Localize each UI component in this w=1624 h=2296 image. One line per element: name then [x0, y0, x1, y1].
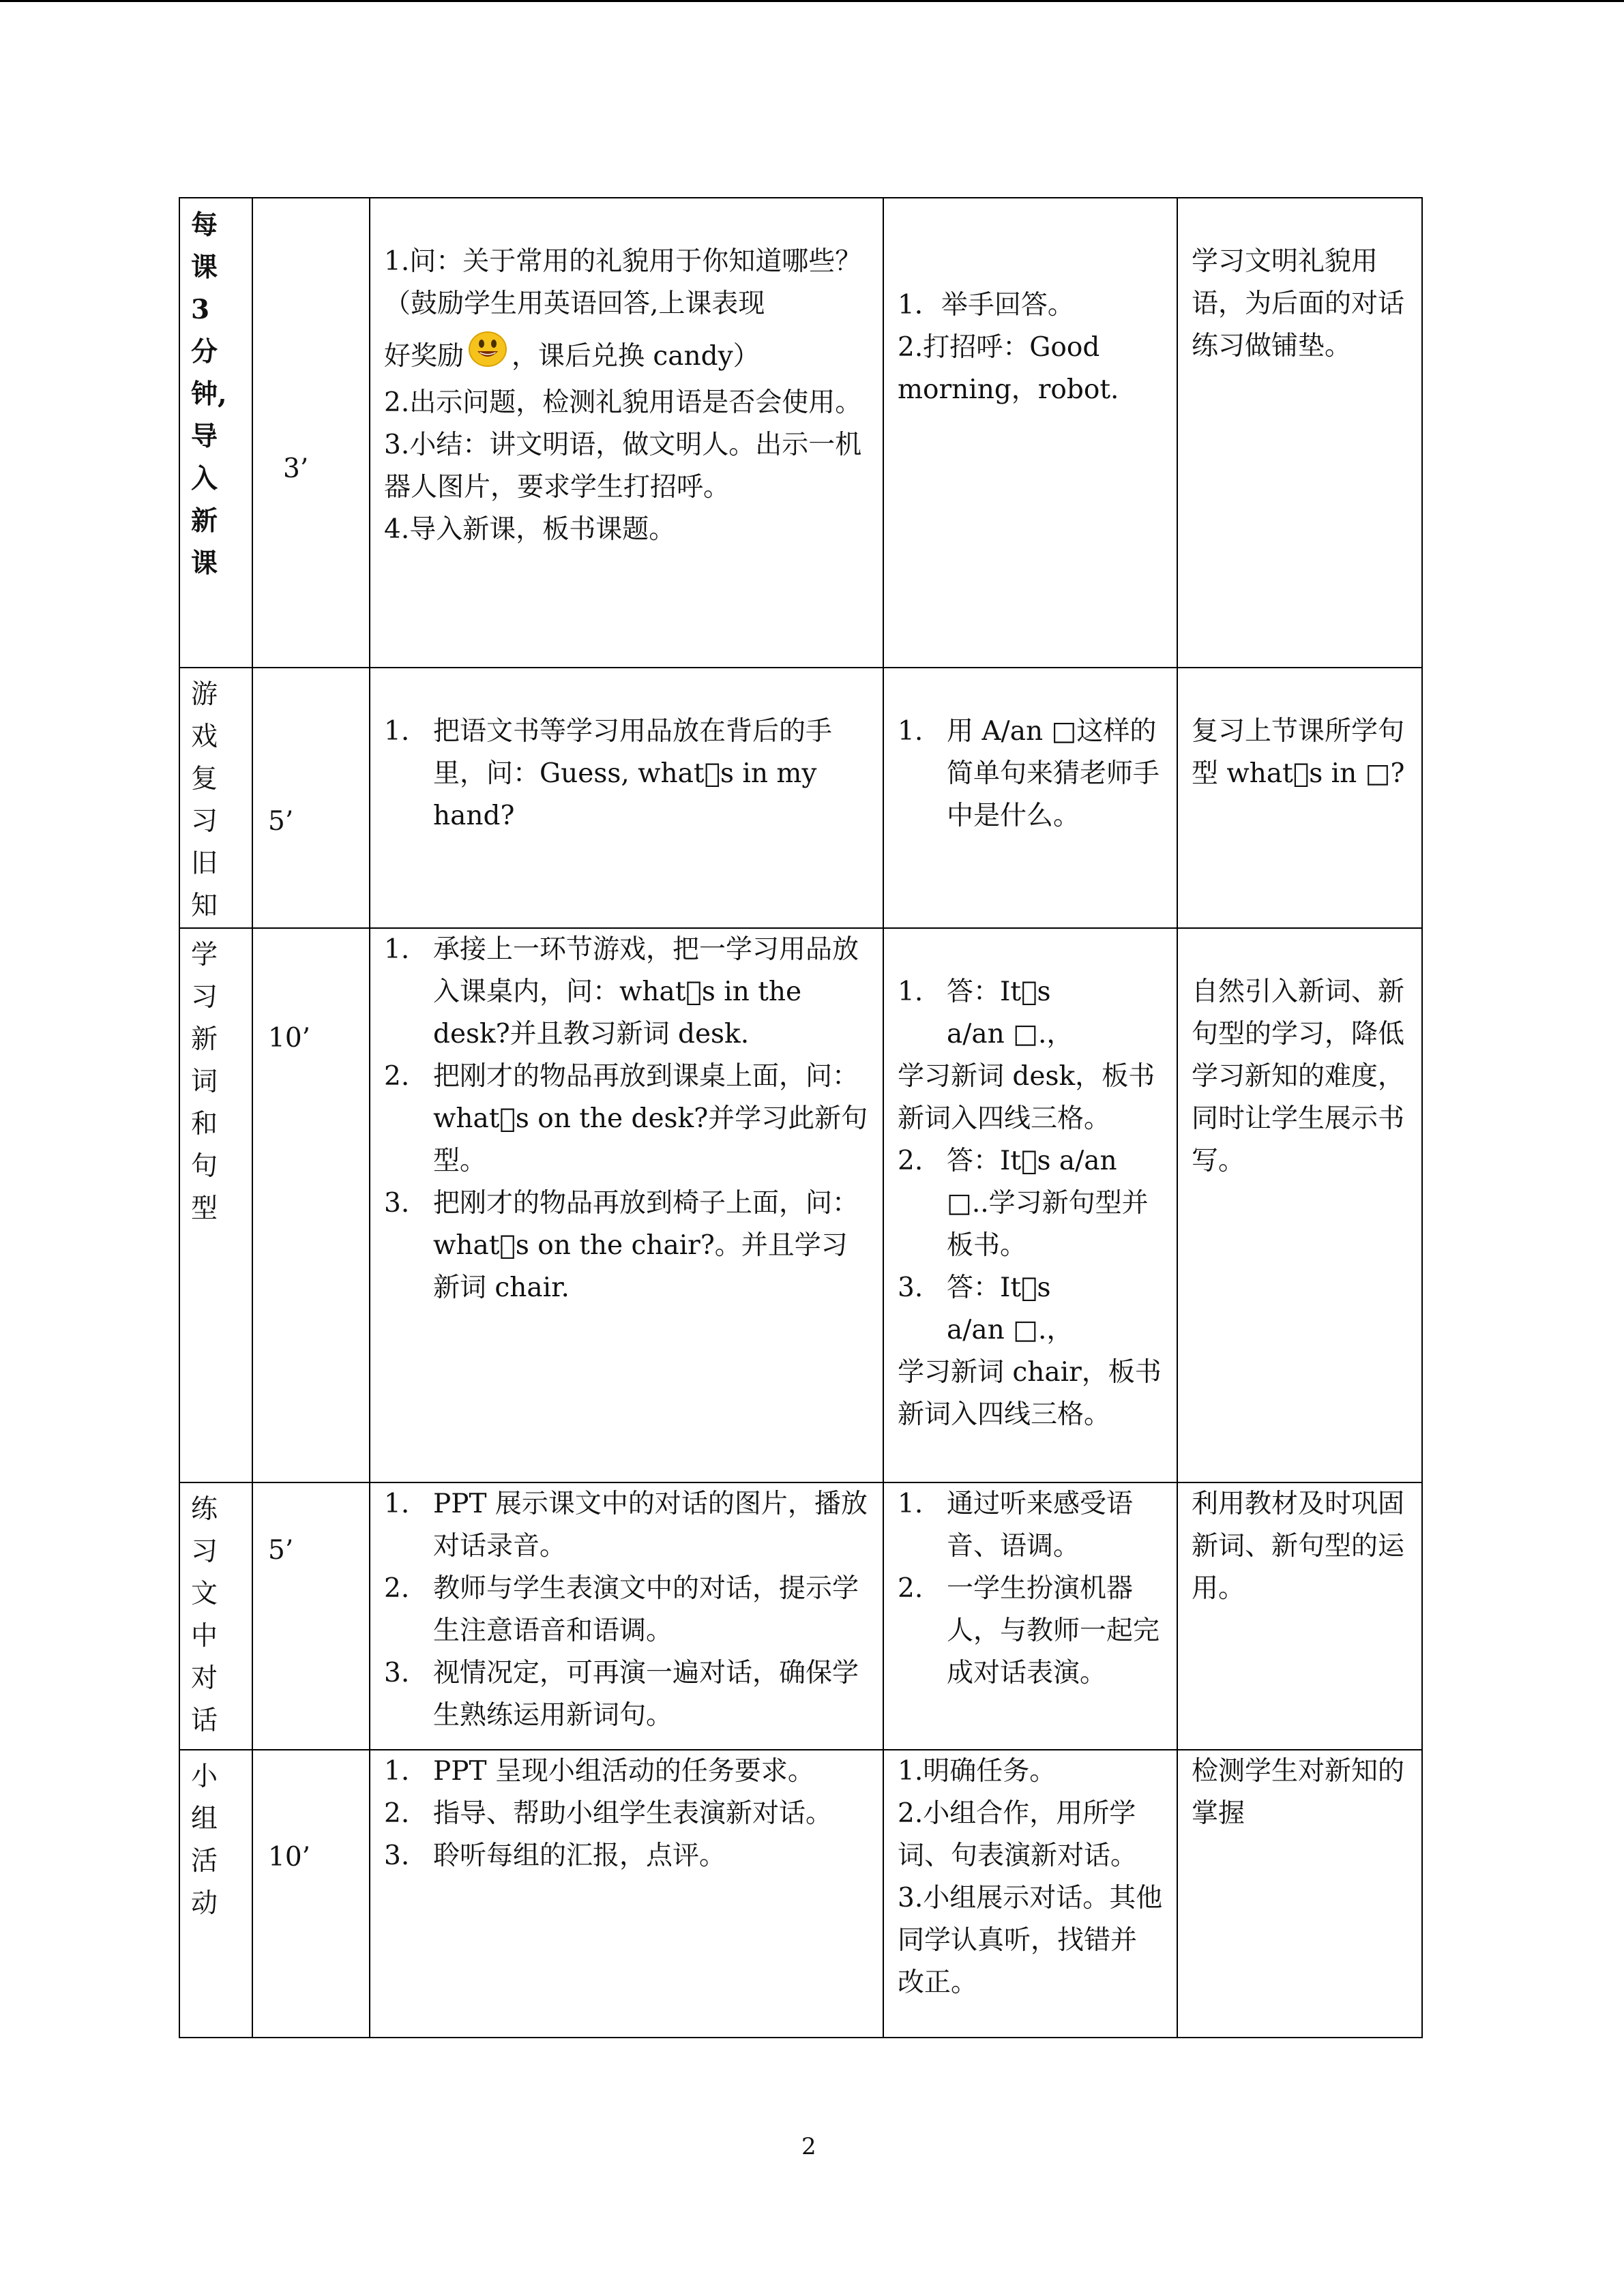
- teacher-step: 3.小结：讲文明语，做文明人。出示一机器人图片，要求学生打招呼。: [384, 430, 862, 503]
- purpose-cell: [1177, 668, 1422, 928]
- student-step: 1. 用 A/an □这样的简单句来猜老师手中是什么。: [898, 716, 1160, 831]
- stage-char: 词: [191, 1067, 218, 1097]
- purpose-cell: [1177, 1482, 1422, 1750]
- stage-char: 型: [191, 1193, 218, 1224]
- teacher-text: ，课后兑换 candy）: [512, 341, 760, 372]
- teacher-step: 4.导入新课，板书课题。: [384, 514, 676, 545]
- stage-cell: [179, 668, 252, 928]
- stage-char: 练: [191, 1494, 218, 1525]
- teacher-activity-cell: [370, 668, 883, 928]
- stage-char: 导: [191, 421, 218, 452]
- student-activity-cell: [883, 668, 1177, 928]
- student-activity-cell: [883, 1750, 1177, 2038]
- time-value: 10’: [268, 1023, 311, 1054]
- teacher-step: 2. 把刚才的物品再放到课桌上面，问：what⃞s on the desk?并学习此新句型。: [384, 1061, 868, 1176]
- purpose-text: 学习文明礼貌用语，为后面的对话练习做铺垫。: [1192, 246, 1405, 361]
- student-step-continued: a/an □.，: [947, 1315, 1074, 1345]
- stage-char: 课: [191, 548, 218, 579]
- stage-char: 对: [191, 1663, 218, 1694]
- stage-char: 新: [191, 505, 218, 537]
- table-row: [179, 928, 1422, 1482]
- teacher-step-continued: [384, 331, 869, 378]
- student-step: 2.打招呼：Good morning，robot.: [898, 332, 1119, 405]
- stage-char: 每: [191, 209, 218, 241]
- student-step: 1.明确任务。: [898, 1756, 1057, 1787]
- student-step: 1. 答：It⃞s: [898, 976, 1051, 1007]
- teacher-activity-cell: [370, 1750, 883, 2038]
- student-step-note: 学习新词 desk，板书新词入四线三格。: [898, 1061, 1155, 1134]
- stage-char: 知: [191, 891, 218, 921]
- purpose-text: 检测学生对新知的掌握: [1192, 1756, 1405, 1829]
- purpose-cell: [1177, 198, 1422, 668]
- teacher-step: 3. 把刚才的物品再放到椅子上面，问：what⃞s on the chair?。并且学习新词 chair.: [384, 1188, 859, 1303]
- stage-char: 和: [191, 1109, 218, 1139]
- stage-char: 文: [191, 1579, 218, 1609]
- stage-char: 游: [191, 679, 218, 710]
- time-cell: [252, 1482, 370, 1750]
- stage-char: 学: [191, 940, 218, 970]
- purpose-cell: [1177, 928, 1422, 1482]
- stage-char: 动: [191, 1888, 218, 1919]
- teacher-step: 1. PPT 展示课文中的对话的图片，播放对话录音。: [384, 1489, 868, 1562]
- stage-char: 习: [191, 1536, 218, 1567]
- time-value: 5’: [268, 1535, 294, 1566]
- table-row: [179, 1482, 1422, 1750]
- teacher-step: 1. 承接上一环节游戏，把一学习用品放入课桌内，问：what⃞s in the desk?并且教习新词 desk.: [384, 934, 859, 1049]
- stage-char: 话: [191, 1705, 218, 1736]
- student-step: 2. 答：It⃞s a/an □..学习新句型并板书。: [898, 1146, 1149, 1261]
- student-step-note: 学习新词 chair，板书新词入四线三格。: [898, 1357, 1162, 1430]
- stage-cell: [179, 1482, 252, 1750]
- stage-char: 组: [191, 1804, 218, 1834]
- stage-char: 习: [191, 982, 218, 1013]
- stage-char: 钟,: [191, 378, 227, 410]
- lesson-plan-table: [179, 197, 1423, 2038]
- stage-char: 戏: [191, 721, 218, 752]
- time-value: 5’: [268, 806, 294, 837]
- smile-emoji-icon: [468, 331, 507, 368]
- time-value: 10’: [268, 1842, 311, 1873]
- teacher-step: 2. 指导、帮助小组学生表演新对话。: [384, 1798, 833, 1829]
- time-cell: [252, 928, 370, 1482]
- teacher-activity-cell: [370, 1482, 883, 1750]
- table-row: [179, 198, 1422, 668]
- teacher-text: 好奖励: [384, 341, 464, 372]
- teacher-activity-cell: [370, 198, 883, 668]
- student-step: 1．举手回答。: [898, 290, 1074, 320]
- stage-cell: [179, 1750, 252, 2038]
- teacher-step: 1.问：关于常用的礼貌用于你知道哪些？（鼓励学生用英语回答,上课表现: [384, 246, 862, 319]
- stage-char: 中: [191, 1621, 218, 1652]
- purpose-text: 复习上节课所学句型 what⃞s in □?: [1192, 716, 1405, 789]
- student-step: 3. 答：It⃞s: [898, 1272, 1051, 1303]
- teacher-step: 2.出示问题，检测礼貌用语是否会使用。: [384, 387, 862, 418]
- stage-char: 复: [191, 764, 218, 794]
- student-step: 1. 通过听来感受语音、语调。: [898, 1489, 1134, 1562]
- purpose-text: 自然引入新词、新句型的学习，降低学习新知的难度，同时让学生展示书写。: [1192, 976, 1405, 1176]
- stage-char: 句: [191, 1151, 218, 1182]
- stage-char: 习: [191, 806, 218, 837]
- teacher-step: 3. 聆听每组的汇报，点评。: [384, 1840, 726, 1871]
- stage-char: 课: [191, 252, 218, 283]
- table-row: [179, 668, 1422, 928]
- stage-char: 分: [191, 336, 218, 368]
- student-step-continued: a/an □.，: [947, 1019, 1074, 1049]
- stage-char: 小: [191, 1761, 218, 1792]
- time-cell: [252, 198, 370, 668]
- student-activity-cell: [883, 1482, 1177, 1750]
- teacher-step: 3. 视情况定，可再演一遍对话，确保学生熟练运用新词句。: [384, 1658, 859, 1731]
- teacher-step: 2. 教师与学生表演文中的对话，提示学生注意语音和语调。: [384, 1573, 859, 1646]
- stage-char: 3: [191, 294, 210, 325]
- stage-cell: [179, 198, 252, 668]
- stage-cell: [179, 928, 252, 1482]
- time-value: 3’: [283, 453, 309, 484]
- student-activity-cell: [883, 198, 1177, 668]
- teacher-step: 1. PPT 呈现小组活动的任务要求。: [384, 1756, 814, 1787]
- teacher-step: 1. 把语文书等学习用品放在背后的手里，问：Guess, what⃞s in my hand?: [384, 716, 833, 831]
- teacher-activity-cell: [370, 928, 883, 1482]
- stage-char: 入: [191, 463, 218, 494]
- student-activity-cell: [883, 928, 1177, 1482]
- student-step: 2.小组合作，用所学词、句表演新对话。: [898, 1798, 1138, 1871]
- table-row: [179, 1750, 1422, 2038]
- purpose-text: 利用教材及时巩固新词、新句型的运用。: [1192, 1489, 1405, 1604]
- time-cell: [252, 1750, 370, 2038]
- page-top-border: [0, 0, 1624, 2]
- page-number: 2: [801, 2133, 816, 2160]
- purpose-cell: [1177, 1750, 1422, 2038]
- time-cell: [252, 668, 370, 928]
- stage-char: 旧: [191, 848, 218, 879]
- student-step: 3.小组展示对话。其他同学认真听，找错并改正。: [898, 1883, 1163, 1998]
- stage-char: 新: [191, 1024, 218, 1055]
- student-step: 2. 一学生扮演机器人，与教师一起完成对话表演。: [898, 1573, 1160, 1688]
- stage-char: 活: [191, 1846, 218, 1877]
